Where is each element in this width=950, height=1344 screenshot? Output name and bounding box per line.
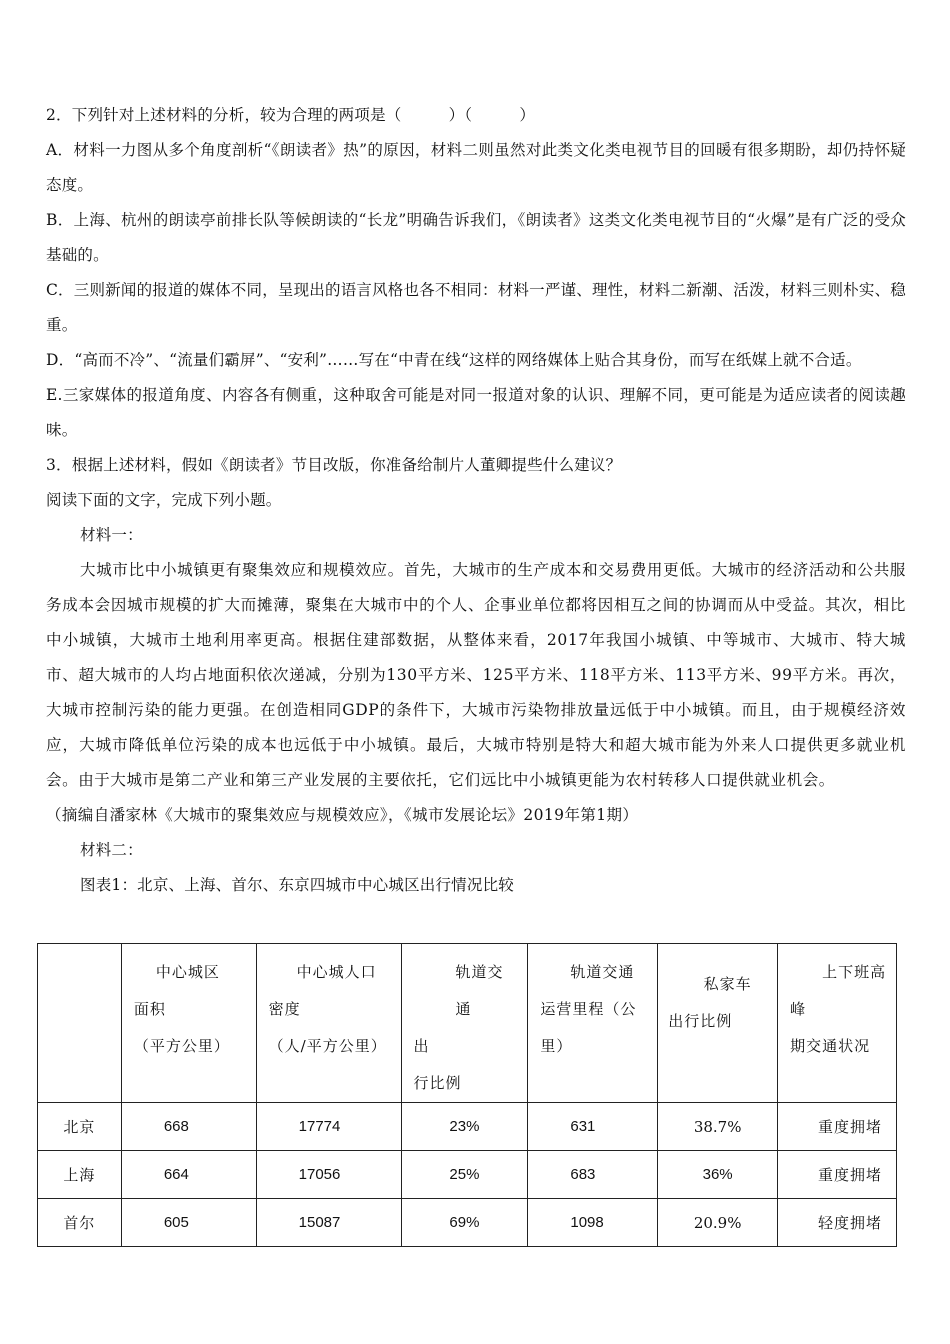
question-3: 3．根据上述材料，假如《朗读者》节目改版，你准备给制片人董卿提些什么建议？ bbox=[46, 456, 622, 474]
option-e: E.三家媒体的报道角度、内容各有侧重，这种取舍可能是对同一报道对象的认识、理解不同，更可能是为适应读者的阅读趣味。 bbox=[46, 386, 906, 439]
cell-city: 首尔 bbox=[38, 1199, 122, 1247]
material-2-heading: 材料二： bbox=[80, 841, 143, 859]
table-header-row bbox=[38, 944, 897, 1103]
cell-rail-km: 683 bbox=[528, 1151, 658, 1199]
cell-traffic: 重度拥堵 bbox=[778, 1103, 897, 1151]
option-b: B．上海、杭州的朗读亭前排长队等候朗读的“长龙”明确告诉我们，《朗读者》这类文化类电视节目的“火爆”是有广泛的受众基础的。 bbox=[46, 211, 906, 264]
cell-rail-share: 23% bbox=[401, 1103, 528, 1151]
reading-instruction: 阅读下面的文字，完成下列小题。 bbox=[46, 491, 282, 509]
option-a: A．材料一力图从多个角度剖析“《朗读者》热”的原因，材料二则虽然对此类文化类电视节目的回暖有很多期盼，却仍持怀疑态度。 bbox=[46, 141, 906, 194]
cell-area: 605 bbox=[121, 1199, 256, 1247]
header-traffic: 上下班高 峰 期交通状况 bbox=[778, 944, 897, 1103]
material-1-source: （摘编自潘家林《大城市的聚集效应与规模效应》，《城市发展论坛》2019年第1期） bbox=[46, 806, 639, 824]
cell-rail-km: 631 bbox=[528, 1103, 658, 1151]
document-page bbox=[46, 98, 906, 903]
cell-rail-share: 69% bbox=[401, 1199, 528, 1247]
header-blank bbox=[38, 944, 122, 1103]
option-d: D．“高而不冷”、“流量们霸屏”、“安利”……写在“中青在线“这样的网络媒体上贴合其身份，而写在纸媒上就不合适。 bbox=[46, 351, 862, 369]
cell-city: 北京 bbox=[38, 1103, 122, 1151]
cell-city: 上海 bbox=[38, 1151, 122, 1199]
cell-car-share: 36% bbox=[658, 1151, 778, 1199]
header-rail-share: 轨道交通 出 行比例 bbox=[401, 944, 528, 1103]
header-density: 中心城人口 密度 （人/平方公里） bbox=[256, 944, 401, 1103]
header-area: 中心城区 面积 （平方公里） bbox=[121, 944, 256, 1103]
chart-caption: 图表1：北京、上海、首尔、东京四城市中心城区出行情况比较 bbox=[80, 876, 514, 894]
cell-density: 17774 bbox=[256, 1103, 401, 1151]
cell-rail-share: 25% bbox=[401, 1151, 528, 1199]
table-row bbox=[38, 1199, 897, 1247]
table-row bbox=[38, 1151, 897, 1199]
question-2-stem: 2．下列针对上述材料的分析，较为合理的两项是（ ）（ ） bbox=[46, 106, 536, 124]
cell-traffic: 轻度拥堵 bbox=[778, 1199, 897, 1247]
cell-density: 17056 bbox=[256, 1151, 401, 1199]
cell-area: 664 bbox=[121, 1151, 256, 1199]
table-row bbox=[38, 1103, 897, 1151]
cell-density: 15087 bbox=[256, 1199, 401, 1247]
material-1-heading: 材料一： bbox=[80, 526, 143, 544]
cell-car-share: 20.9% bbox=[658, 1199, 778, 1247]
material-1-body: 大城市比中小城镇更有聚集效应和规模效应。首先，大城市的生产成本和交易费用更低。大城市的经济活动和公共服务成本会因城市规模的扩大而摊薄，聚集在大城市中的个人、企事业单位都将因相互之间的协调而从中受益。其次，相比中小城镇，大城市土地利用率更高。根据住建部数据，从整体来看，2017年我国小城镇、中等城市、大城市、特大城市、超大城市的人均占地面积依次递减，分别为130平方米、125平方米、118平方米、113平方米、99平方米。再次，大城市控制污染的能力更强。在创造相同GDP的条件下，大城市污染物排放量远低于中小城镇。而且，由于规模经济效应，大城市降低单位污染的成本也远低于中小城镇。最后，大城市特别是特大和超大城市能为外来人口提供更多就业机会。由于大城市是第二产业和第三产业发展的主要依托，它们远比中小城镇更能为农村转移人口提供就业机会。 bbox=[46, 561, 906, 789]
option-c: C．三则新闻的报道的媒体不同，呈现出的语言风格也各不相同：材料一严谨、理性，材料二新潮、活泼，材料三则朴实、稳重。 bbox=[46, 281, 906, 334]
header-car-share: 私家车 出行比例 bbox=[658, 944, 778, 1103]
cell-area: 668 bbox=[121, 1103, 256, 1151]
cell-car-share: 38.7% bbox=[658, 1103, 778, 1151]
comparison-table bbox=[37, 943, 897, 1247]
cell-traffic: 重度拥堵 bbox=[778, 1151, 897, 1199]
cell-rail-km: 1098 bbox=[528, 1199, 658, 1247]
header-rail-km: 轨道交通 运营里程（公 里） bbox=[528, 944, 658, 1103]
